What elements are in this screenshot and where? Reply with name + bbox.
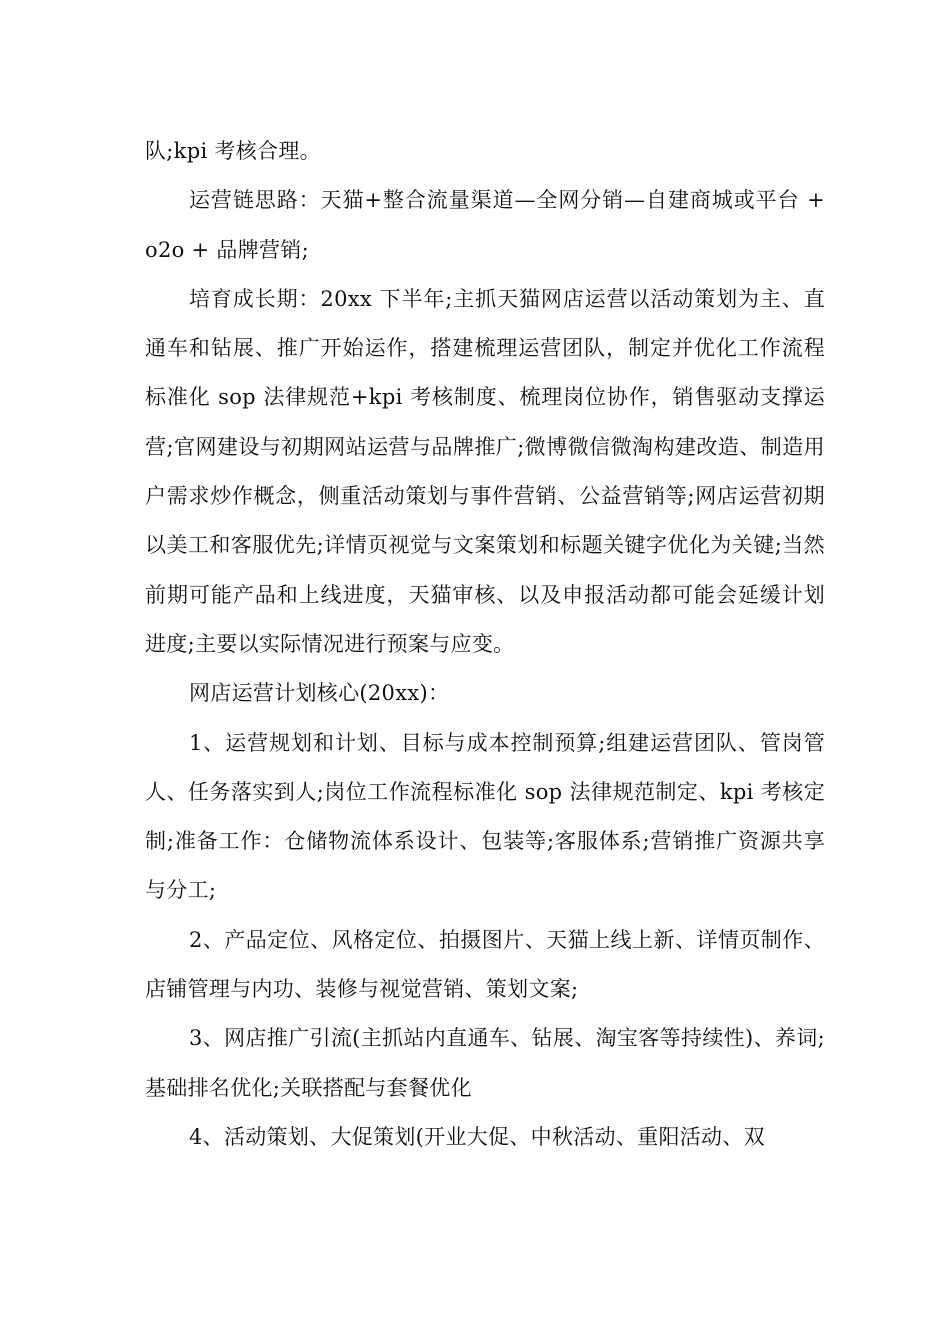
paragraph-7: 3、网店推广引流(主抓站内直通车、钻展、淘宝客等持续性)、养词;基础排名优化;关联搭配与套餐优化 [145, 1026, 825, 1100]
paragraph-3: 培育成长期：20xx 下半年;主抓天猫网店运营以活动策划为主、直通车和钻展、推广开始运作，搭建梳理运营团队，制定并优化工作流程标准化 sop 法律规范+kpi 考核制度、梳理岗位协作，销售驱动支撑运营;官网建设与初期网站运营与品牌推广;微博微信微淘构建改造、制造用户需求炒作概念，侧重活动策划与事件营销、公益营销等;网店运营初期以美工和客服优先;详情页视觉与文案策划和标题关键字优化为关键;当然前期可能产品和上线进度，天猫审核、以及申报活动都可能会延缓计划进度;主要以实际情况进行预案与应变。 [145, 286, 825, 656]
paragraph-2: 运营链思路：天猫+整合流量渠道—全网分销—自建商城或平台 + o2o + 品牌营销; [145, 188, 825, 262]
paragraph-8: 4、活动策划、大促策划(开业大促、中秋活动、重阳活动、双 [189, 1124, 765, 1149]
paragraph-1: 队;kpi 考核合理。 [145, 139, 321, 163]
paragraph-4: 网店运营计划核心(20xx)： [189, 681, 450, 706]
document-body [145, 127, 825, 1162]
paragraph-6: 2、产品定位、风格定位、拍摄图片、天猫上线上新、详情页制作、店铺管理与内功、装修与视觉营销、策划文案; [145, 927, 825, 1002]
paragraph-5: 1、运营规划和计划、目标与成本控制预算;组建运营团队、管岗管人、任务落实到人;岗位工作流程标准化 sop 法律规范制定、kpi 考核定制;准备工作：仓储物流体系设计、包装等;客服体系;营销推广资源共享与分工; [145, 730, 825, 903]
